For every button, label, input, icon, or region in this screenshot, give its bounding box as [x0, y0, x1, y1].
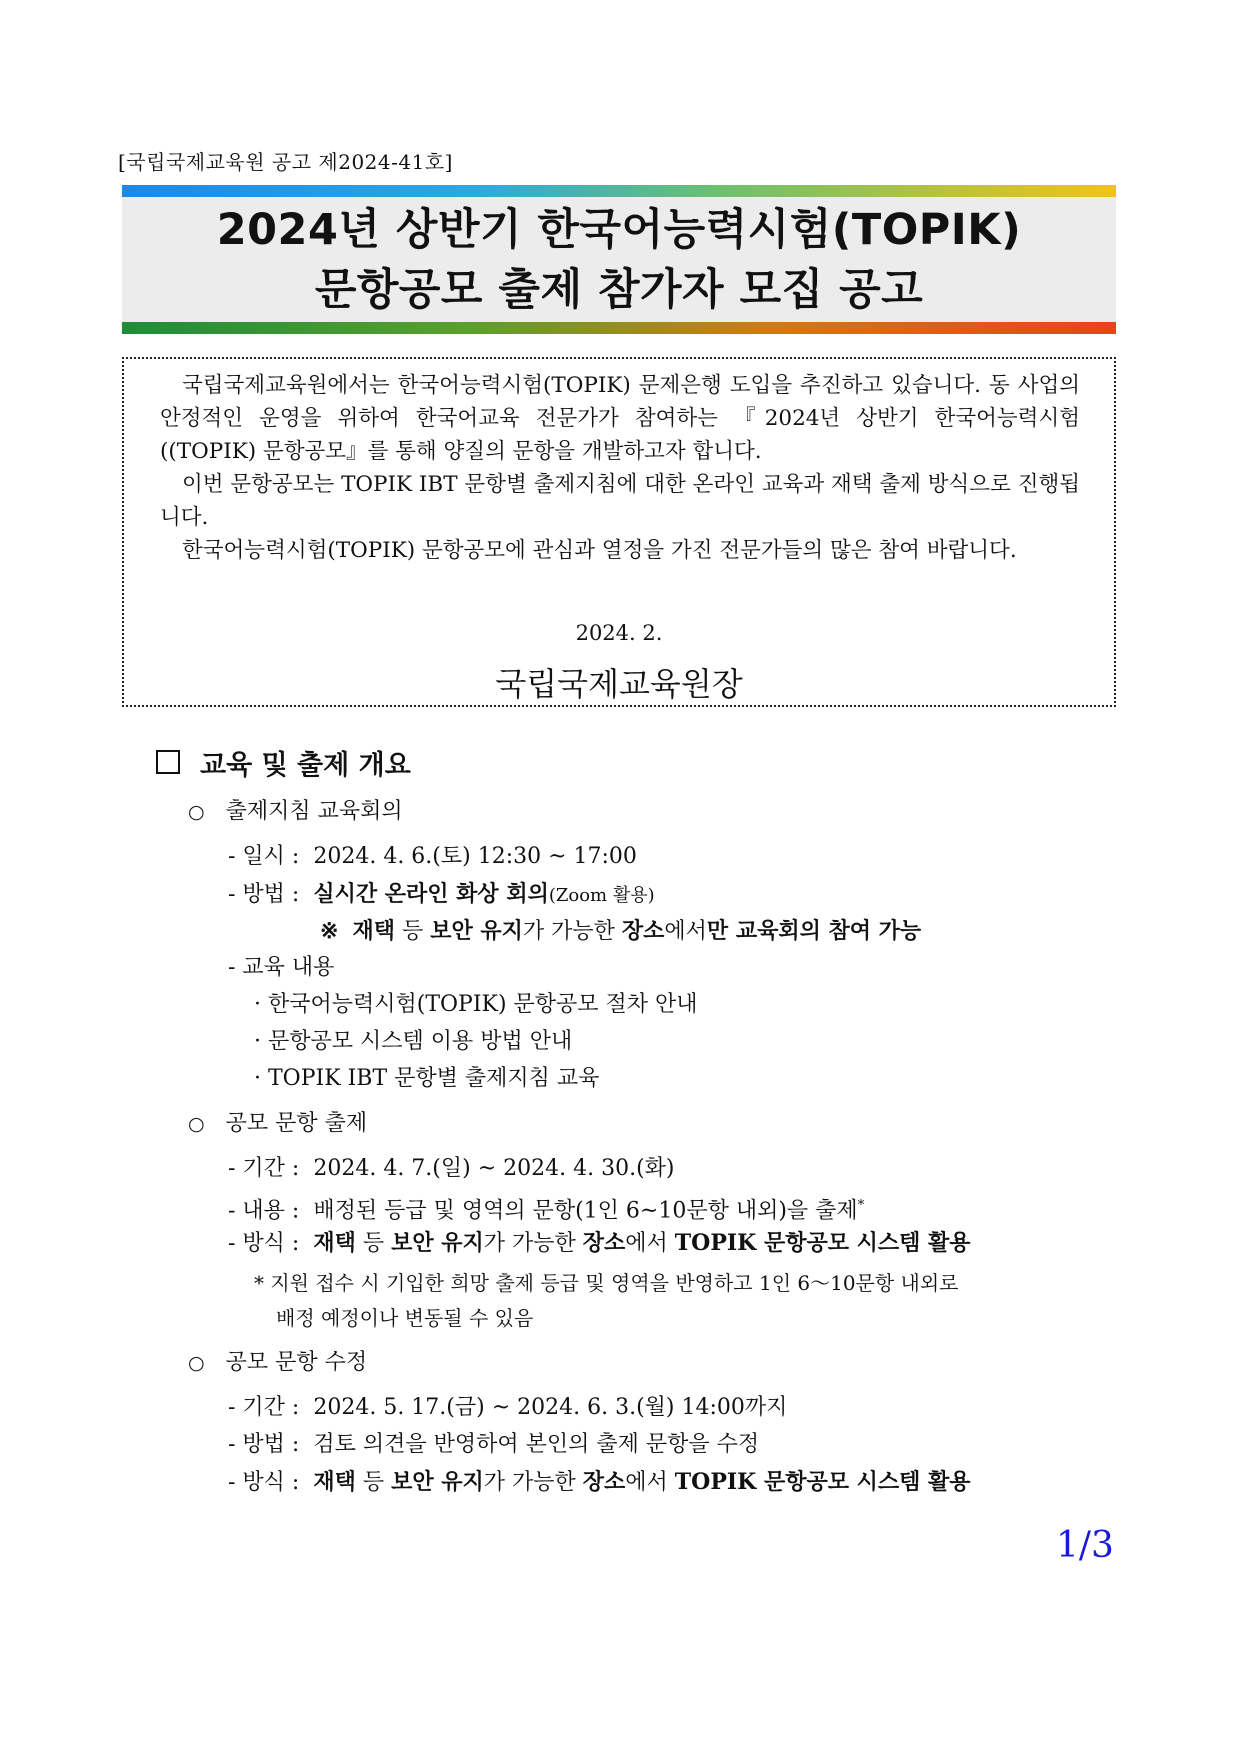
education-method: [228, 879, 655, 911]
intro-paragraph-1: 국립국제교육원에서는 한국어능력시험(TOPIK) 문제은행 도입을 추진하고 있습니다. 동 사업의 안정적인 운영을 위하여 한국어교육 전문가가 참여하는 『2024년 상반기 한국어능력시험((TOPIK) 문항공모』를 통해 양질의 문항을 개발하고자 합니다.: [160, 373, 1080, 464]
education-schedule-value: 2024. 4. 6.(토) 12:30 ~ 17:00: [313, 844, 637, 869]
writing-way-text-3: 에서: [625, 1231, 675, 1256]
revision-way-word-3: 장소: [582, 1469, 626, 1495]
title-top-bar: [122, 185, 1116, 197]
revision-way-word-4: TOPIK 문항공모 시스템 활용: [674, 1469, 971, 1495]
revision-period-value: 2024. 5. 17.(금) ~ 2024. 6. 3.(월) 14:00까지: [313, 1395, 788, 1420]
education-heading-text: 출제지침 교육회의: [225, 799, 403, 824]
writing-period: [228, 1154, 675, 1184]
title-banner: [122, 197, 1116, 322]
education-method-value: 실시간 온라인 화상 회의: [313, 881, 549, 907]
title-bottom-bar: [122, 322, 1116, 334]
warning-text-1: 등: [394, 919, 431, 944]
writing-content-label: - 내용 :: [228, 1198, 300, 1224]
revision-way-text-1: 등: [355, 1470, 392, 1495]
warning-word-2: 보안 유지: [430, 918, 523, 944]
revision-heading: [188, 1348, 367, 1378]
page-number: 1/3: [1056, 1525, 1114, 1566]
circle-bullet-icon: ○: [188, 1113, 205, 1135]
revision-method: [228, 1430, 759, 1460]
writing-footnote-line-1: * 지원 접수 시 기입한 희망 출제 등급 및 영역을 반영하고 1인 6～10문항 내외로: [254, 1271, 959, 1295]
revision-period-label: - 기간 :: [228, 1395, 300, 1420]
writing-way-word-2: 보안 유지: [391, 1230, 484, 1256]
education-content-item: · 문항공모 시스템 이용 방법 안내: [254, 1029, 573, 1054]
revision-way-text-2: 가 가능한: [483, 1470, 583, 1495]
education-heading: [188, 797, 403, 827]
reference-mark-icon: ※: [320, 918, 339, 944]
education-content-label: - 교육 내용: [228, 955, 335, 980]
notice-number: [국립국제교육원 공고 제2024-41호]: [118, 150, 453, 174]
revision-way-label: - 방식 :: [228, 1470, 300, 1495]
education-content-item: · 한국어능력시험(TOPIK) 문항공모 절차 안내: [254, 992, 698, 1017]
writing-heading: [188, 1109, 367, 1139]
writing-content-value: 배정된 등급 및 영역의 문항(1인 6~10문항 내외)을 출제: [313, 1198, 858, 1224]
revision-heading-text: 공모 문항 수정: [225, 1350, 368, 1375]
warning-text-3: 에서: [664, 919, 707, 944]
circle-bullet-icon: ○: [188, 1352, 205, 1374]
intro-box: [122, 357, 1116, 707]
writing-way: [228, 1228, 971, 1259]
title-line-2: 문항공모 출제 참가자 모집 공고: [314, 264, 924, 315]
writing-way-text-2: 가 가능한: [483, 1231, 583, 1256]
education-method-label: - 방법 :: [228, 882, 300, 907]
intro-paragraph-2: 이번 문항공모는 TOPIK IBT 문항별 출제지침에 대한 온라인 교육과 재택 출제 방식으로 진행됩니다.: [160, 472, 1080, 530]
section-title: 교육 및 출제 개요: [200, 750, 411, 781]
revision-way: [228, 1467, 971, 1498]
warning-text-2: 가 가능한: [522, 919, 622, 944]
writing-way-text-1: 등: [355, 1231, 392, 1256]
writing-content: [228, 1191, 864, 1226]
intro-paragraph-3: 한국어능력시험(TOPIK) 문항공모에 관심과 열정을 가진 전문가들의 많은 참여 바랍니다.: [182, 538, 1017, 563]
title-line-1: 2024년 상반기 한국어능력시험(TOPIK): [216, 204, 1022, 255]
revision-way-word-2: 보안 유지: [391, 1469, 484, 1495]
intro-date: 2024. 2.: [575, 621, 663, 645]
revision-way-text-3: 에서: [625, 1470, 675, 1495]
warning-word-3: 장소: [621, 918, 665, 944]
education-schedule: [228, 842, 637, 872]
warning-word-1: 재택: [352, 918, 395, 944]
education-method-note: (Zoom 활용): [548, 885, 655, 906]
revision-method-label: - 방법 :: [228, 1432, 300, 1457]
writing-way-word-1: 재택: [313, 1230, 356, 1256]
warning-word-4: 만 교육회의 참여 가능: [706, 918, 922, 944]
revision-period: [228, 1393, 787, 1423]
education-content-item: · TOPIK IBT 문항별 출제지침 교육: [254, 1066, 600, 1091]
writing-footnote-line-2: 배정 예정이나 변동될 수 있음: [276, 1306, 534, 1330]
writing-way-word-4: TOPIK 문항공모 시스템 활용: [674, 1230, 971, 1256]
issuer-name: 국립국제교육원장: [495, 665, 743, 703]
footnote-mark: *: [857, 1198, 865, 1213]
writing-period-label: - 기간 :: [228, 1156, 300, 1181]
revision-way-word-1: 재택: [313, 1469, 356, 1495]
circle-bullet-icon: ○: [188, 801, 205, 823]
writing-way-word-3: 장소: [582, 1230, 626, 1256]
education-warning: [320, 916, 921, 947]
revision-method-value: 검토 의견을 반영하여 본인의 출제 문항을 수정: [313, 1432, 760, 1457]
education-schedule-label: - 일시 :: [228, 844, 300, 869]
writing-period-value: 2024. 4. 7.(일) ~ 2024. 4. 30.(화): [313, 1156, 675, 1181]
section-checkbox-icon: [156, 750, 180, 774]
writing-heading-text: 공모 문항 출제: [225, 1111, 368, 1136]
writing-way-label: - 방식 :: [228, 1231, 300, 1256]
